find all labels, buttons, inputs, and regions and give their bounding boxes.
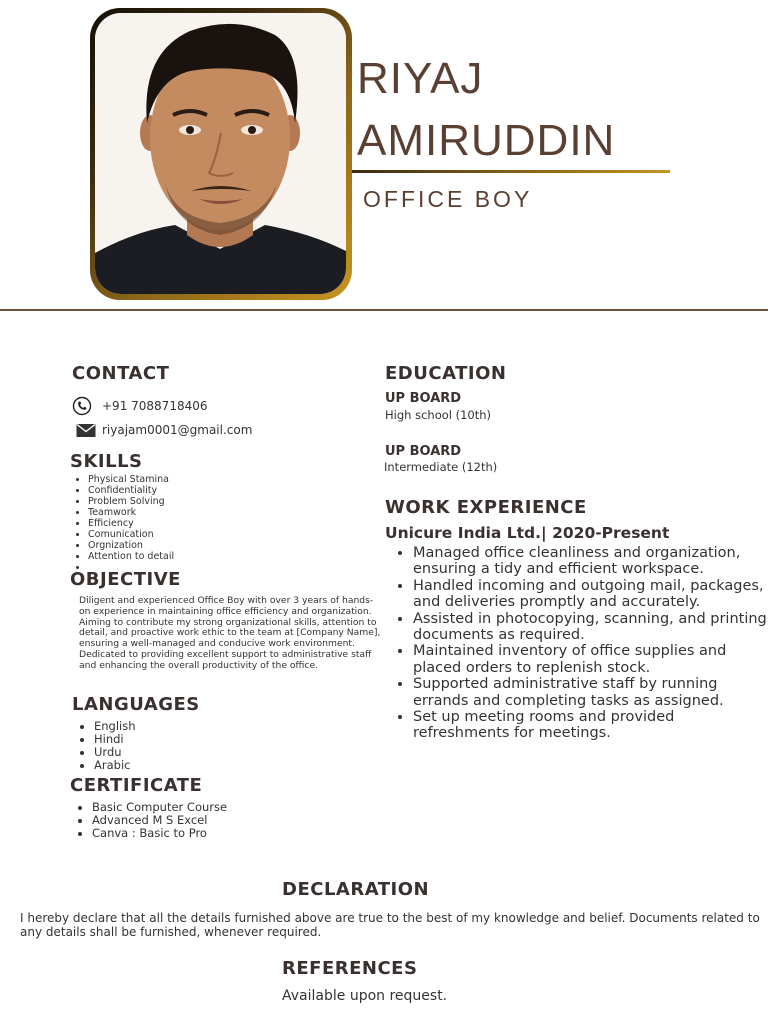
objective-heading: OBJECTIVE [70, 569, 181, 590]
header-divider [0, 309, 768, 311]
contact-phone-row [72, 396, 208, 416]
contact-email[interactable]: riyajam0001@gmail.com [102, 423, 253, 437]
list-item: • Problem Solving [88, 496, 174, 507]
objective-text: Diligent and experienced Office Boy with over 3 years of hands-on experience in maintaining office efficiency and organization. Aiming to contribute my strong organizational skills, attention to detail, and proactive work ethic to the team at [Company Name], ensuring a well-managed and conducive work environment. Dedicated to providing excellent support to administrative staff and enhancing the overall productivity of the office. [79, 595, 381, 671]
first-name: RIYAJ [357, 54, 484, 103]
work-duties-list [385, 545, 768, 742]
work-experience-heading: WORK EXPERIENCE [385, 497, 587, 518]
skills-list [70, 474, 174, 573]
declaration-text: I hereby declare that all the details furnished above are true to the best of my knowledge and belief. Documents related to any details shall be furnished, whenever required. [20, 911, 760, 939]
last-name: AMIRUDDIN [357, 116, 616, 165]
list-item: • Comunication [88, 529, 174, 540]
list-item: • Attention to detail [88, 551, 174, 562]
name-divider [352, 170, 670, 173]
education-subtitle-2: Intermediate (12th) [384, 460, 498, 474]
list-item: • Arabic [94, 759, 136, 772]
list-item: • Set up meeting rooms and provided refreshments for meetings. [413, 709, 768, 742]
list-item: • Confidentiality [88, 485, 174, 496]
list-item: • Assisted in photocopying, scanning, and printing documents as required. [413, 611, 768, 644]
references-heading: REFERENCES [282, 958, 418, 979]
envelope-icon [76, 422, 96, 438]
work-company: Unicure India Ltd.| 2020-Present [385, 524, 670, 542]
list-item: • Supported administrative staff by running errands and completing tasks as assigned. [413, 676, 768, 709]
certificate-list [70, 801, 227, 840]
list-item: • Efficiency [88, 518, 174, 529]
job-title: OFFICE BOY [363, 186, 533, 212]
list-item: • Physical Stamina [88, 474, 174, 485]
list-item: • Urdu [94, 746, 136, 759]
references-text: Available upon request. [282, 988, 448, 1004]
contact-heading: CONTACT [72, 363, 170, 384]
education-subtitle-1: High school (10th) [385, 408, 492, 422]
education-title-1: UP BOARD [385, 391, 462, 406]
list-item: • Canva : Basic to Pro [92, 827, 227, 840]
contact-email-row [76, 422, 252, 438]
list-item: • Basic Computer Course [92, 801, 227, 814]
languages-list [72, 720, 136, 772]
profile-photo-frame [90, 8, 352, 300]
certificate-heading: CERTIFICATE [70, 775, 203, 796]
list-item: • Managed office cleanliness and organization, ensuring a tidy and efficient workspace. [413, 545, 768, 578]
skills-heading: SKILLS [70, 451, 143, 472]
list-item: • Orgnization [88, 540, 174, 551]
contact-phone[interactable]: +91 7088718406 [102, 399, 208, 413]
languages-heading: LANGUAGES [72, 694, 200, 715]
list-item: • English [94, 720, 136, 733]
education-title-2: UP BOARD [385, 444, 462, 459]
list-item: • Handled incoming and outgoing mail, packages, and deliveries promptly and accurately. [413, 578, 768, 611]
profile-photo-illustration [95, 13, 346, 294]
list-item: • Maintained inventory of office supplies and placed orders to replenish stock. [413, 643, 768, 676]
list-item: • Teamwork [88, 507, 174, 518]
phone-icon [72, 396, 92, 416]
list-item: • Advanced M S Excel [92, 814, 227, 827]
declaration-heading: DECLARATION [282, 879, 430, 900]
education-heading: EDUCATION [385, 363, 507, 384]
profile-photo [95, 13, 346, 294]
list-item: • Hindi [94, 733, 136, 746]
